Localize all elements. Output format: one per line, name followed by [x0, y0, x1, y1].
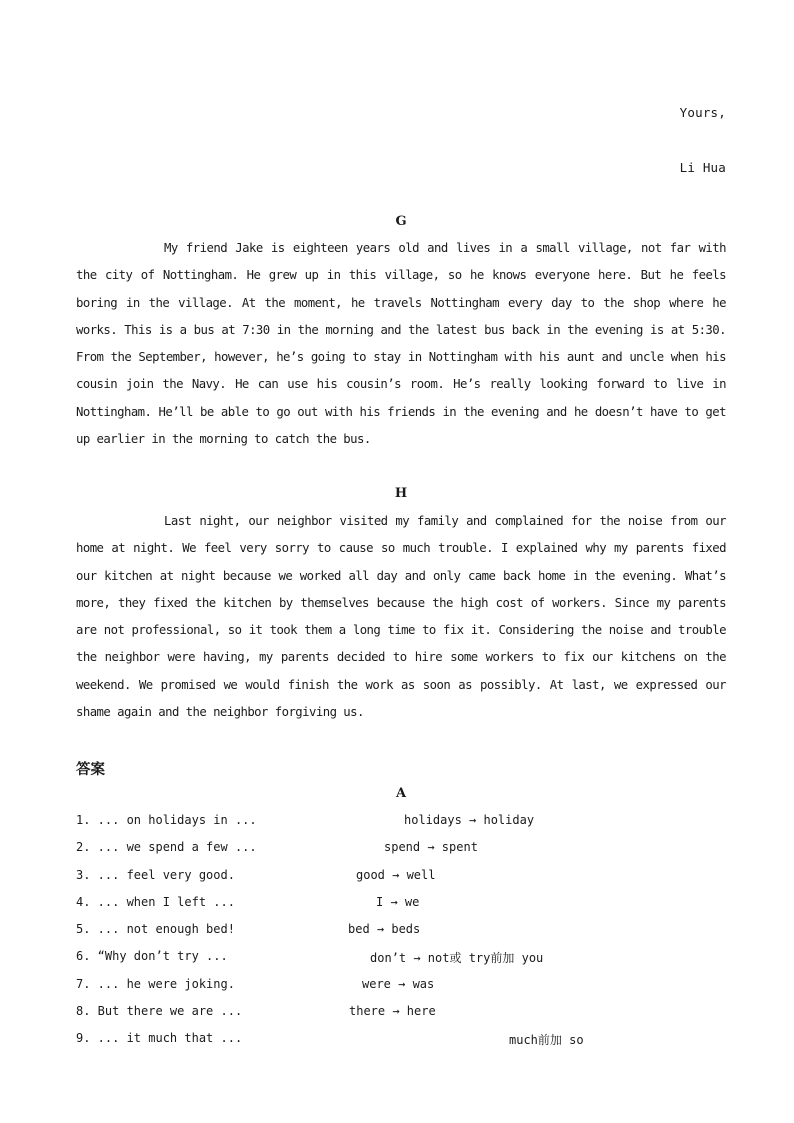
answers-section-label: A: [395, 786, 407, 801]
section-h-paragraph: [76, 508, 726, 726]
answer-correction: bed → beds: [348, 922, 421, 936]
answer-quote: 4. ... when I left ...: [76, 895, 235, 909]
answer-correction: don’t → not或 try前加 you: [370, 951, 544, 965]
answer-quote: 7. ... he were joking.: [76, 977, 235, 991]
answer-row: [76, 977, 726, 997]
letter-signature: Li Hua: [679, 160, 726, 175]
answer-row: [76, 949, 726, 969]
answer-quote: 5. ... not enough bed!: [76, 922, 235, 936]
section-g-text: My friend Jake is eighteen years old and lives in a small village, not far with the city of Nottingham. He grew up in this village, so he knows everyone here. But he feels boring in the village. At the moment, he travels Nottingham every day to the shop where he works. This is a bus at 7:30 in the morning and the latest bus back in the evening is at 5:30. From the September, however, he’s going to stay in Nottingham with his aunt and uncle when his cousin join the Navy. He can use his cousin’s room. He’s really looking forward to live in Nottingham. He’ll be able to go out with his friends in the evening and he doesn’t have to get up earlier in the morning to catch the bus.: [76, 241, 726, 447]
answer-correction: I → we: [376, 895, 420, 909]
answer-quote: 2. ... we spend a few ...: [76, 840, 257, 854]
answer-row: [76, 840, 726, 860]
answers-title: 答案: [76, 762, 105, 778]
answer-row: [76, 1031, 726, 1051]
answer-quote: 6. “Why don’t try ...: [76, 949, 228, 963]
answer-correction: holidays → holiday: [404, 813, 535, 827]
answer-quote: 3. ... feel very good.: [76, 868, 235, 882]
answer-correction: were → was: [362, 977, 435, 991]
answer-correction: good → well: [356, 868, 436, 882]
answer-quote: 9. ... it much that ...: [76, 1031, 243, 1045]
answer-quote: 1. ... on holidays in ...: [76, 813, 257, 827]
answer-quote: 8. But there we are ...: [76, 1004, 243, 1018]
letter-valediction: Yours,: [679, 105, 726, 120]
answer-correction: much前加 so: [509, 1033, 584, 1047]
section-g-heading: G: [395, 214, 407, 229]
answer-row: [76, 1004, 726, 1024]
section-h-heading: H: [394, 486, 408, 501]
answer-correction: there → here: [349, 1004, 436, 1018]
section-g-paragraph: [76, 235, 726, 453]
section-h-text: Last night, our neighbor visited my family and complained for the noise from our home at night. We feel very sorry to cause so much trouble. I explained why my parents fixed our kitchen at night because we worked all day and only came back home in the evening. What’s more, they fixed the kitchen by themselves because the high cost of workers. Since my parents are not professional, so it took them a long time to fix it. Considering the noise and trouble the neighbor were having, my parents decided to hire some workers to fix our kitchens on the weekend. We promised we would finish the work as soon as possibly. At last, we expressed our shame again and the neighbor forgiving us.: [76, 514, 726, 720]
answer-row: [76, 868, 726, 888]
answer-row: [76, 895, 726, 915]
answer-row: [76, 813, 726, 833]
answer-correction: spend → spent: [384, 840, 478, 854]
answer-row: [76, 922, 726, 942]
